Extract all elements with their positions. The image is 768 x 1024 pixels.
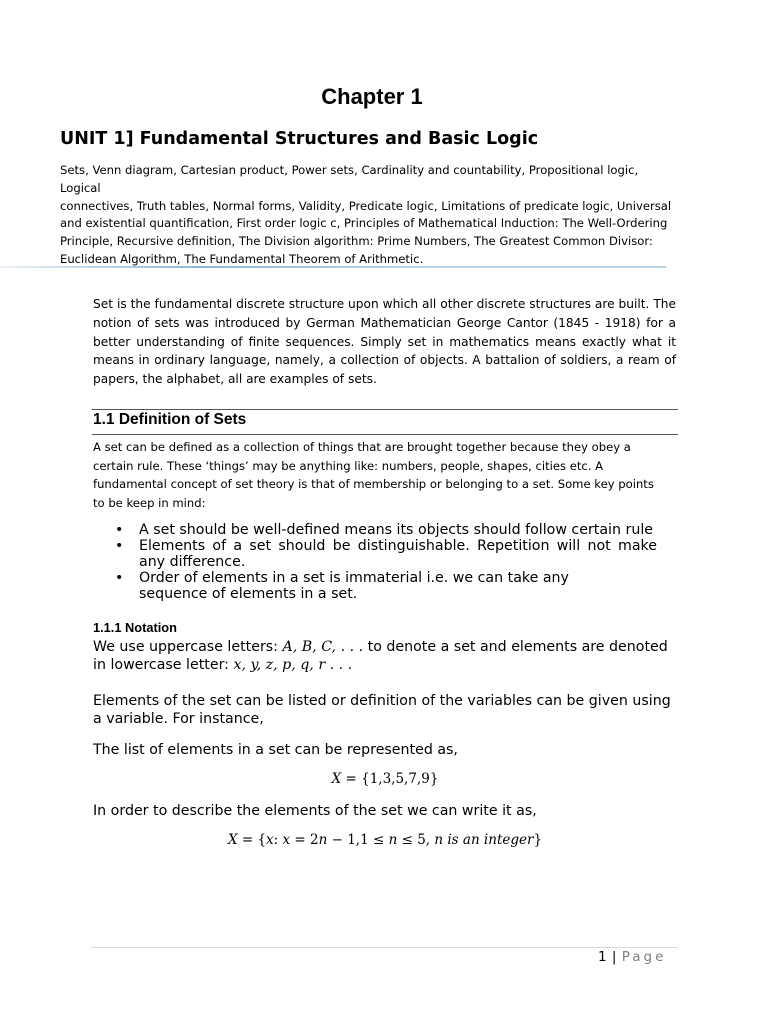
bullet-icon: • (115, 522, 124, 538)
section-body (93, 438, 676, 512)
list-item (93, 570, 683, 602)
unit-title: UNIT 1] Fundamental Structures and Basic Logic (60, 129, 539, 149)
topics-line: Principle, Recursive definition, The Division algorithm: Prime Numbers, The Greatest Common Divisor: (60, 234, 653, 249)
equation-text: = { (237, 832, 267, 848)
equation-variable: X (227, 832, 238, 848)
section-body-line: A set can be defined as a collection of things that are brought together because they obey a (93, 440, 631, 454)
equation-text: } (533, 832, 543, 848)
elements-paragraph: Elements of the set can be listed or definition of the variables can be given using a variable. For instance, (93, 693, 671, 727)
section-body-line: fundamental concept of set theory is that of membership or belonging to a set. Some key points (93, 477, 654, 492)
chapter-title: Chapter 1 (321, 84, 423, 109)
equation-variable: n (388, 832, 398, 848)
intro-paragraph: Set is the fundamental discrete structure upon which all other discrete structures are built. The notion of sets was introduced by German Mathematician George Cantor (1845 - 1918) for a better understanding of finite sequences. Simply set in mathematics means exactly what it means in ordinary language, namely, a collection of objects. A battalion of soldiers, a ream of papers, the alphabet, all are examples of sets. (93, 297, 676, 387)
equation-variable: X (331, 771, 342, 787)
equation-text: = {1,3,5,7,9} (341, 771, 439, 787)
equation-variable: x (282, 832, 291, 848)
uppercase-letters: A, B, C, . . . (282, 639, 364, 655)
page-number: 1 (598, 949, 608, 965)
notation-text: to denote a set and elements are denoted in lowercase letter: (93, 639, 668, 673)
topics-line: Sets, Venn diagram, Cartesian product, Power sets, Cardinality and countability, Propositional logic, Logical (60, 163, 639, 195)
set-builder-equation (0, 832, 768, 848)
section-title: 1.1 Definition of Sets (93, 411, 247, 428)
equation-text: ≤ 5, (397, 832, 435, 848)
list-item (93, 538, 683, 570)
list-item-text: A set should be well-defined means its objects should follow certain rule (139, 522, 653, 538)
topics-line: and existential quantification, First order logic c, Principles of Mathematical Induction: The Well-Ordering (60, 216, 668, 231)
equation-variable: n (318, 832, 328, 848)
describe-paragraph: In order to describe the elements of the set we can write it as, (93, 803, 537, 819)
roster-equation (0, 771, 768, 787)
footer-divider (91, 947, 678, 948)
bullet-icon: • (115, 538, 124, 554)
topics-line: connectives, Truth tables, Normal forms, Validity, Predicate logic, Limitations of predicate logic, Universal (60, 198, 672, 213)
list-item-text: Elements of a set should be distinguishable. Repetition will not make any difference. (139, 538, 657, 570)
footer-separator: | (607, 949, 622, 965)
list-item (93, 522, 683, 538)
section-body-line: certain rule. These ‘things’ may be anything like: numbers, people, shapes, cities etc. A (93, 458, 604, 473)
equation-condition: n is an integer (434, 832, 534, 848)
unit-topics (60, 162, 672, 269)
topics-line: Euclidean Algorithm, The Fundamental Theorem of Arithmetic. (60, 251, 424, 266)
page-label: Page (621, 949, 667, 965)
section-body-line: to be keep in mind: (93, 495, 206, 510)
equation-text: = 2 (290, 832, 319, 848)
lowercase-letters: x, y, z, p, q, r . . . (233, 657, 353, 673)
page-footer (598, 949, 666, 965)
list-paragraph: The list of elements in a set can be represented as, (93, 742, 458, 758)
equation-variable: x (266, 832, 274, 848)
equation-text: − 1,1 ≤ (327, 832, 389, 848)
equation-text: : (273, 832, 283, 848)
key-points-list (93, 522, 683, 602)
notation-paragraph (93, 638, 678, 674)
notation-text: We use uppercase letters: (93, 639, 283, 655)
subsection-title: 1.1.1 Notation (93, 620, 177, 635)
bullet-icon: • (115, 570, 124, 586)
decorative-divider (0, 266, 666, 268)
list-item-text: Order of elements in a set is immaterial i.e. we can take any sequence of elements in a set. (139, 570, 569, 602)
